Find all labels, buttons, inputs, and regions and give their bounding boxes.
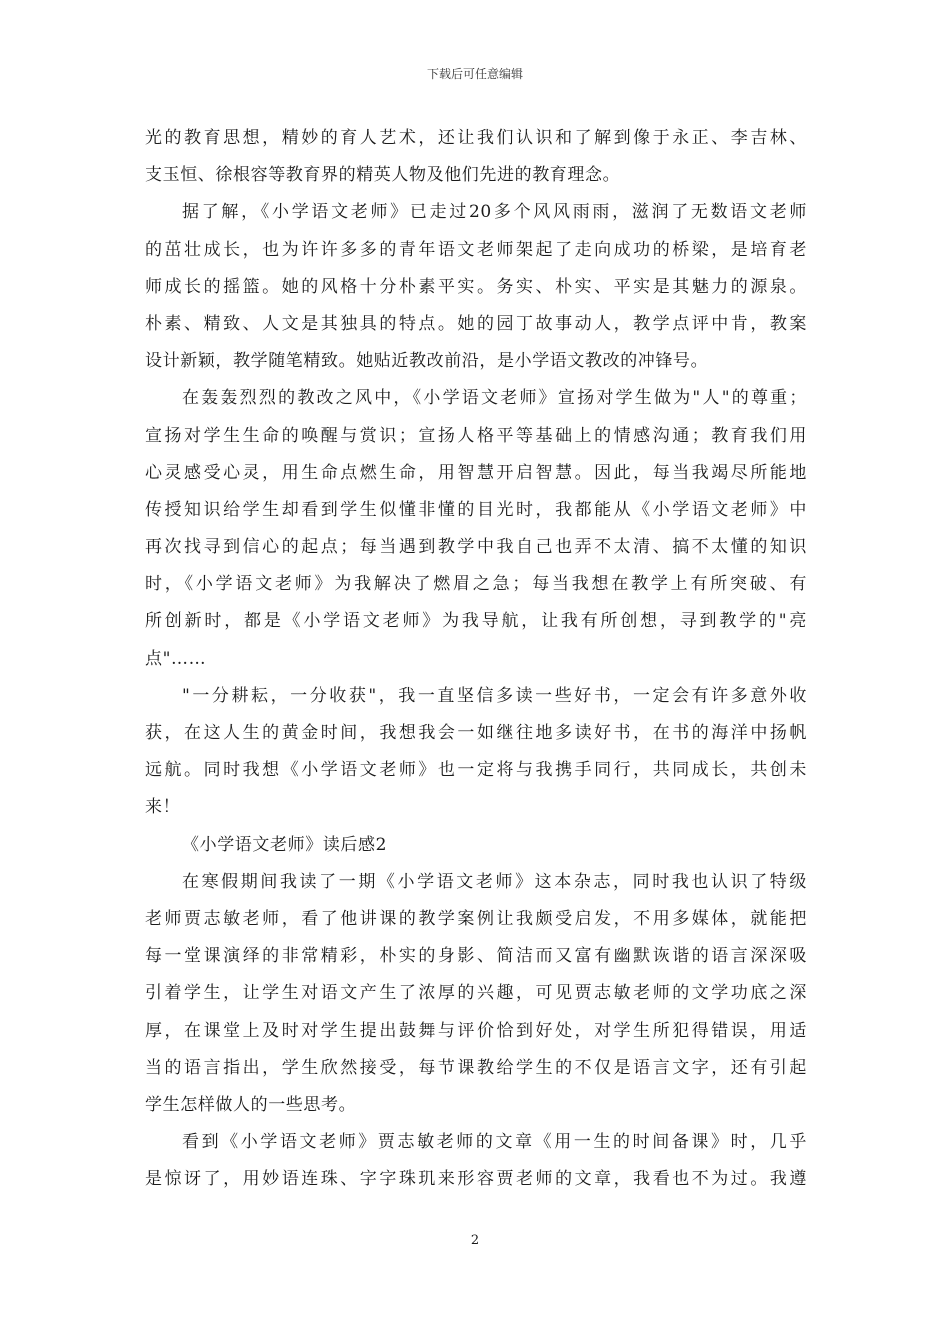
text-line: 所创新时，都是《小学语文老师》为我导航，让我有所创想，寻到教学的"亮 — [145, 611, 807, 632]
text-line: 据了解，《小学语文老师》已走过20多个风风雨雨，滋润了无数语文老师 — [182, 202, 807, 223]
page-header: 下载后可任意编辑 — [426, 67, 523, 81]
text-line: 在寒假期间我读了一期《小学语文老师》这本杂志，同时我也认识了特级 — [182, 871, 807, 892]
text-line: 是惊讶了，用妙语连珠、字字珠玑来形容贾老师的文章，我看也不为过。我遵 — [145, 1169, 807, 1190]
text-line: 传授知识给学生却看到学生似懂非懂的目光时，我都能从《小学语文老师》中 — [145, 499, 807, 520]
text-line: 《小学语文老师》读后感2 — [182, 834, 388, 855]
text-line: 厚，在课堂上及时对学生提出鼓舞与评价恰到好处，对学生所犯得错误，用适 — [145, 1020, 807, 1041]
text-line: 老师贾志敏老师，看了他讲课的教学案例让我颇受启发，不用多媒体，就能把 — [145, 908, 807, 929]
text-line: 点"…… — [145, 648, 207, 669]
text-line: 在轰轰烈烈的教改之风中，《小学语文老师》宣扬对学生做为"人"的尊重； — [182, 388, 807, 409]
text-line: 支玉恒、徐根容等教育界的精英人物及他们先进的教育理念。 — [145, 165, 621, 186]
text-line: 的茁壮成长，也为许许多多的青年语文老师架起了走向成功的桥梁，是培育老 — [145, 239, 807, 260]
text-line: 宣扬对学生生命的唤醒与赏识；宣扬人格平等基础上的情感沟通；教育我们用 — [145, 425, 807, 446]
text-line: 引着学生，让学生对语文产生了浓厚的兴趣，可见贾志敏老师的文学功底之深 — [145, 983, 807, 1004]
text-line: 看到《小学语文老师》贾志敏老师的文章《用一生的时间备课》时，几乎 — [182, 1132, 807, 1153]
document-body — [145, 120, 807, 1198]
text-line: 心灵感受心灵，用生命点燃生命，用智慧开启智慧。因此，每当我竭尽所能地 — [145, 462, 807, 483]
text-line: 当的语言指出，学生欣然接受，每节课教给学生的不仅是语言文字，还有引起 — [145, 1057, 807, 1078]
text-line: 设计新颖，教学随笔精致。她贴近教改前沿，是小学语文教改的冲锋号。 — [145, 351, 709, 372]
text-line: 获，在这人生的黄金时间，我想我会一如继往地多读好书，在书的海洋中扬帆 — [145, 723, 807, 743]
text-line: 再次找寻到信心的起点；每当遇到教学中我自己也弄不太清、搞不太懂的知识 — [145, 537, 807, 558]
text-line: 学生怎样做人的一些思考。 — [145, 1094, 357, 1115]
text-line: 远航。同时我想《小学语文老师》也一定将与我携手同行，共同成长，共创未 — [145, 760, 807, 781]
text-line: "一分耕耘，一分收获"，我一直坚信多读一些好书，一定会有许多意外收 — [182, 685, 807, 706]
text-line: 光的教育思想，精妙的育人艺术，还让我们认识和了解到像于永正、李吉林、 — [145, 128, 807, 148]
text-line: 每一堂课演绎的非常精彩，朴实的身影、简洁而又富有幽默诙谐的语言深深吸 — [145, 946, 807, 967]
text-line: 时，《小学语文老师》为我解决了燃眉之急；每当我想在教学上有所突破、有 — [145, 574, 807, 595]
text-line: 来！ — [145, 797, 181, 818]
text-line: 朴素、精致、人文是其独具的特点。她的园丁故事动人，教学点评中肯，教案 — [145, 313, 807, 334]
text-line: 师成长的摇篮。她的风格十分朴素平实。务实、朴实、平实是其魅力的源泉。 — [145, 276, 807, 297]
page-number: 2 — [470, 1233, 480, 1248]
